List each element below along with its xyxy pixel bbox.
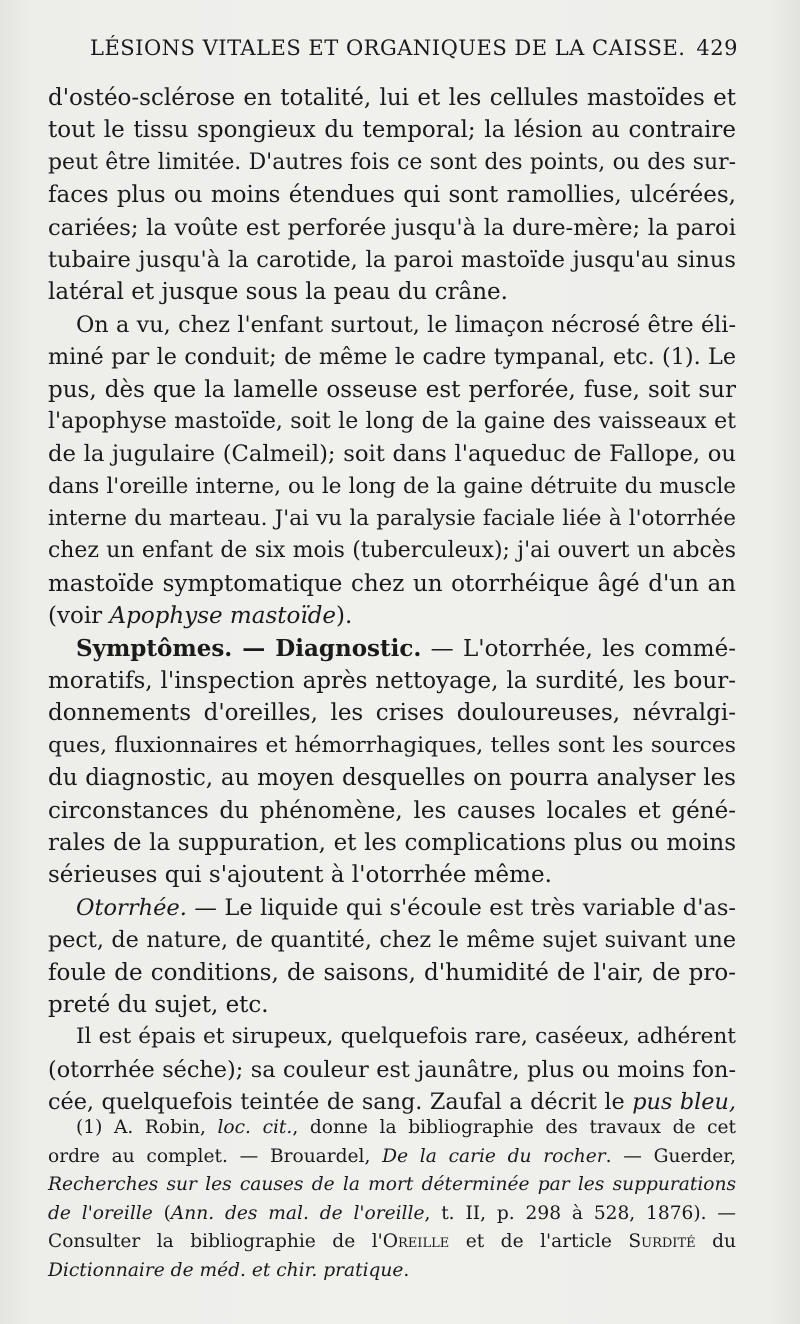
text-run: ). bbox=[336, 603, 353, 630]
text-run: Consulter la bibliographie de l' bbox=[48, 1231, 383, 1253]
footnote-line bbox=[48, 1257, 736, 1286]
text-line: latéral et jusque sous la peau du crâne. bbox=[48, 279, 508, 306]
text-run: — Le liquide qui s'écoule est très variable d'as- bbox=[186, 894, 736, 921]
text-run: , t. II, p. 298 à 528, 1876). — bbox=[424, 1202, 736, 1224]
text-run: . — Guerder, bbox=[605, 1145, 736, 1167]
small-caps-term: Surdité bbox=[628, 1231, 696, 1253]
citation: Dictionnaire de méd. et chir. pratique bbox=[48, 1259, 404, 1281]
text-line bbox=[48, 600, 736, 632]
text-line: donnements d'oreilles, les crises douloureuses, névralgi- bbox=[48, 700, 736, 727]
citation: Recherches sur les causes de la mort déterminée par les suppurations bbox=[48, 1174, 736, 1196]
text-line: (otorrhée séche); sa couleur est jaunâtre, plus ou moins fon- bbox=[48, 1056, 736, 1083]
text-line: de la jugulaire (Calmeil); soit dans l'aqueduc de Fallope, ou bbox=[48, 441, 736, 468]
text-line: cariées; la voûte est perforée jusqu'à la dure-mère; la paroi bbox=[48, 214, 736, 241]
page-number: 429 bbox=[696, 36, 738, 60]
text-line: chez un enfant de six mois (tuberculeux); j'ai ouvert un abcès bbox=[48, 538, 736, 564]
citation: De la carie du rocher bbox=[382, 1145, 606, 1167]
text-line: du diagnostic, au moyen desquelles on pourra analyser les bbox=[48, 765, 736, 792]
text-run: (1) A. Robin, bbox=[76, 1117, 218, 1138]
text-line: faces plus ou moins étendues qui sont ramollies, ulcérées, bbox=[48, 182, 736, 209]
footnote-line bbox=[48, 1114, 736, 1143]
main-text bbox=[48, 82, 736, 1119]
running-title: LÉSIONS VITALES ET ORGANIQUES DE LA CAISSE. bbox=[90, 36, 686, 60]
text-run: du bbox=[695, 1231, 736, 1253]
text-line: moratifs, l'inspection après nettoyage, la surdité, les bour- bbox=[48, 668, 736, 695]
text-line: tubaire jusqu'à la carotide, la paroi mastoïde jusqu'au sinus bbox=[48, 246, 736, 273]
text-line: dans l'oreille interne, ou le long de la gaine détruite du muscle bbox=[48, 473, 736, 499]
subsection-heading: Otorrhée. bbox=[76, 894, 187, 921]
text-line: d'ostéo-sclérose en totalité, lui et les cellules mastoïdes et bbox=[48, 85, 736, 111]
running-header bbox=[48, 36, 738, 72]
footnote-line bbox=[48, 1200, 736, 1229]
text-line: l'apophyse mastoïde, soit le long de la gaine des vaisseaux et bbox=[48, 408, 736, 434]
text-line: rales de la suppuration, et les complications plus ou moins bbox=[48, 829, 736, 856]
citation: Ann. des mal. de l'oreille bbox=[170, 1202, 425, 1224]
text-run: , donne la bibliographie des travaux de cet bbox=[292, 1117, 736, 1138]
text-line: pect, de nature, de quantité, chez le même sujet suivant une bbox=[48, 927, 736, 954]
text-run: et de l'article bbox=[449, 1231, 629, 1253]
text-line: circonstances du phénomène, les causes locales et géné- bbox=[48, 797, 736, 824]
text-line: On a vu, chez l'enfant surtout, le limaçon nécrosé être éli- bbox=[76, 311, 736, 338]
text-line: foule de conditions, de saisons, d'humidité de l'air, de pro- bbox=[48, 959, 736, 986]
footnote-line bbox=[48, 1228, 736, 1257]
text-line: Il est épais et sirupeux, quelquefois rare, caséeux, adhérent bbox=[76, 1024, 736, 1050]
citation: de l'oreille bbox=[48, 1202, 153, 1224]
footnote-line bbox=[48, 1171, 736, 1200]
text-line: peut être limitée. D'autres fois ce sont des points, ou des sur- bbox=[48, 149, 736, 175]
small-caps-term: Oreille bbox=[382, 1231, 450, 1253]
text-line: preté du sujet, etc. bbox=[48, 991, 269, 1018]
footnote bbox=[48, 1114, 736, 1286]
text-line: mastoïde symptomatique chez un otorrhéique âgé d'un an bbox=[48, 570, 736, 597]
cross-reference: Apophyse mastoïde bbox=[109, 603, 337, 630]
text-run: — L'otorrhée, les commé- bbox=[421, 635, 736, 662]
text-line: miné par le conduit; de même le cadre tympanal, etc. (1). Le bbox=[48, 344, 736, 371]
text-run: (voir bbox=[48, 603, 110, 630]
text-line: interne du marteau. J'ai vu la paralysie faciale liée à l'otorrhée bbox=[48, 506, 736, 532]
text-line: pus, dès que la lamelle osseuse est perforée, fuse, soit sur bbox=[48, 376, 736, 403]
text-run: ( bbox=[152, 1202, 171, 1224]
text-line: tout le tissu spongieux du temporal; la lésion au contraire bbox=[48, 117, 736, 144]
text-run: . bbox=[403, 1259, 410, 1281]
emphasis: pus bleu, bbox=[632, 1089, 736, 1116]
section-heading: Symptômes. — Diagnostic. bbox=[76, 634, 422, 662]
text-line bbox=[48, 633, 736, 665]
text-line: ques, fluxionnaires et hémorrhagiques, telles sont les sources bbox=[48, 732, 736, 758]
text-run: ordre au complet. — Brouardel, bbox=[48, 1145, 383, 1167]
text-run: cée, quelquefois teintée de sang. Zaufal a décrit le bbox=[48, 1089, 633, 1116]
footnote-line bbox=[48, 1143, 736, 1172]
text-line bbox=[48, 892, 736, 924]
citation: loc. cit. bbox=[217, 1117, 293, 1138]
text-line: sérieuses qui s'ajoutent à l'otorrhée même. bbox=[48, 862, 552, 889]
